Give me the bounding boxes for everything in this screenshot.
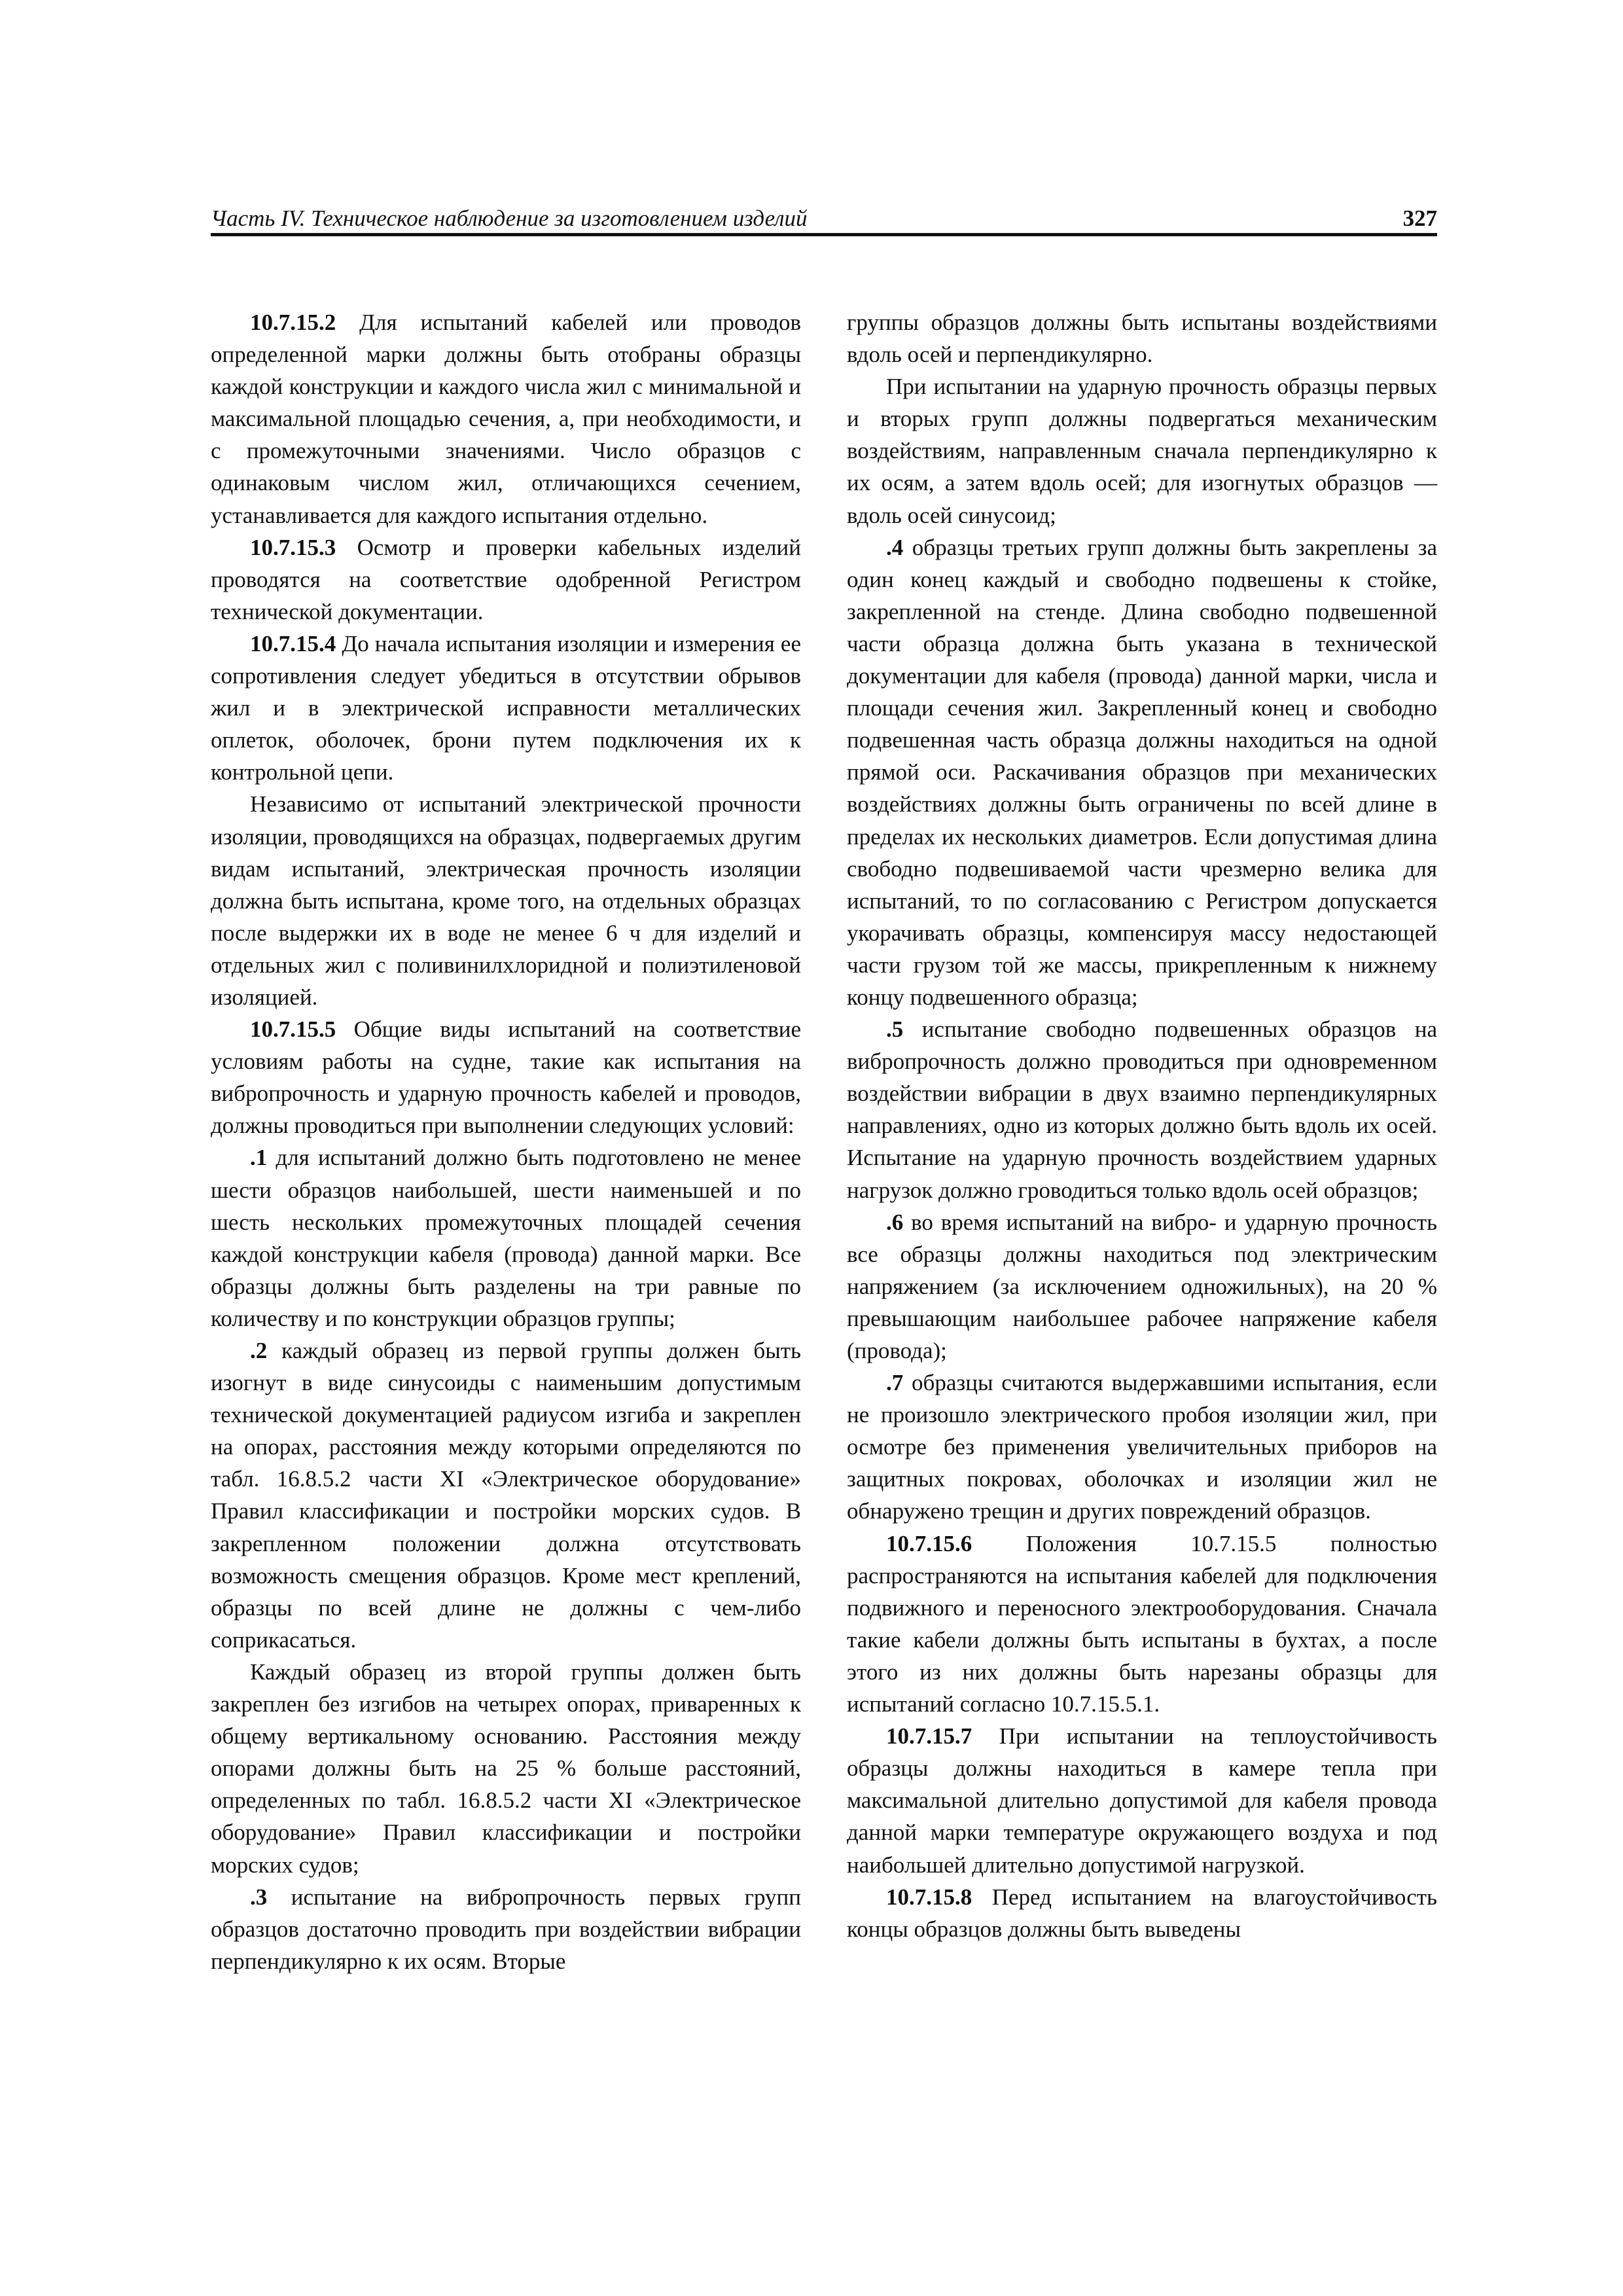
item-number: .2 [250, 1338, 268, 1363]
item-number: .3 [250, 1884, 268, 1910]
paragraph-text: Каждый образец из второй группы должен быть закреплен без изгибов на четырех опорах, приваренных к общему вертикальному основанию. Расстояния между опорами должны быть на 25 % больше расстояний, определенных по табл. 16.8.5.2 части XI «Электрическое оборудование» Правил классификации и постройки морских судов; [211, 1659, 801, 1878]
clause-number: 10.7.15.3 [250, 534, 336, 560]
paragraph-text: образцы считаются выдержавшими испытания, если не произошло электрического пробоя изоляции жил, при осмотре без применения увеличительных приборов на защитных покровах, оболочках и изоляции жил не обнаружено трещин и других повреждений образцов. [847, 1370, 1437, 1524]
list-item-7 [847, 1367, 1437, 1527]
paragraph-10-7-15-4 [211, 628, 801, 788]
paragraph-text: для испытаний должно быть подготовлено не менее шести образцов наибольшей, шести наименьшей и по шесть нескольких промежуточных площадей сечения каждой конструкции кабеля (провода) данной марки. Все образцы должны быть разделены на три равные по количеству и по конструкции образцов группы; [211, 1145, 801, 1331]
right-column [847, 306, 1437, 1945]
paragraph-10-7-15-8 [847, 1881, 1437, 1945]
list-item-5 [847, 1013, 1437, 1206]
header-rule [211, 233, 1437, 236]
list-item-4 [847, 531, 1437, 1013]
clause-number: 10.7.15.7 [886, 1723, 972, 1749]
clause-number: 10.7.15.6 [886, 1530, 972, 1556]
paragraph [211, 1656, 801, 1881]
item-number: .4 [886, 534, 904, 560]
paragraph-text: каждый образец из первой группы должен быть изогнут в виде синусоиды с наименьшим допустимым технической документацией радиусом изгиба и закреплен на опорах, расстояния между которыми определяются по табл. 16.8.5.2 части XI «Электрическое оборудование» Правил классификации и постройки морских судов. В закрепленном положении должна отсутствовать возможность смещения образцов. Кроме мест креплений, образцы по всей длине не должны с чем-либо соприкасаться. [211, 1338, 801, 1653]
page-number: 327 [1402, 206, 1437, 231]
paragraph-text: При испытании на теплоустойчивость образцы должны находиться в камере тепла при максимальной длительно допустимой для кабеля провода данной марки температуре окружающего воздуха и под наибольшей длительно допустимой нагрузкой. [847, 1723, 1437, 1878]
item-number: .7 [886, 1370, 904, 1396]
paragraph-text: Для испытаний кабелей или проводов определенной марки должны быть отобраны образцы каждой конструкции и каждого числа жил с минимальной и максимальной площадью сечения, а, при необходимости, и с промежуточными значениями. Число образцов с одинаковым числом жил, отличающихся сечением, устанавливается для каждого испытания отдельно. [211, 310, 801, 528]
paragraph-10-7-15-6 [847, 1528, 1437, 1721]
paragraph-text: испытание на вибропрочность первых групп образцов достаточно проводить при воздействии вибрации перпендикулярно к их осям. Вторые [211, 1884, 801, 1974]
clause-number: 10.7.15.8 [886, 1884, 972, 1910]
paragraph-continued [847, 306, 1437, 370]
item-number: .5 [886, 1016, 904, 1043]
paragraph-text: При испытании на ударную прочность образцы первых и вторых групп должны подвергаться механическим воздействиям, направленным сначала перпендикулярно к их осям, а затем вдоль осей; для изогнутых образцов — вдоль осей синусоид; [847, 374, 1437, 528]
paragraph-text: во время испытаний на вибро- и ударную прочность все образцы должны находиться под электрическим напряжением (за исключением одножильных), на 20 % превышающим наибольшее рабочее напряжение кабеля (провода); [847, 1209, 1437, 1363]
item-number: .1 [250, 1145, 268, 1171]
paragraph-text: До начала испытания изоляции и измерения ее сопротивления следует убедиться в отсутствии обрывов жил и в электрической исправности металлических оплеток, оболочек, брони путем подключения их к контрольной цепи. [211, 630, 801, 785]
paragraph-text: испытание свободно подвешенных образцов на вибропрочность должно проводиться при одновременном воздействии вибрации в двух взаимно перпендикулярных направлениях, одно из которых должно быть вдоль их осей. Испытание на ударную прочность воздействием ударных нагрузок должно гроводиться только вдоль осей образцов; [847, 1016, 1437, 1203]
clause-number: 10.7.15.4 [250, 630, 336, 656]
paragraph-text: группы образцов должны быть испытаны воздействиями вдоль осей и перпендикулярно. [847, 310, 1437, 368]
paragraph-text: Независимо от испытаний электрической прочности изоляции, проводящихся на образцах, подвергаемых другим видам испытаний, электрическая прочность изоляции должна быть испытана, кроме того, на отдельных образцах после выдержки их в воде не менее 6 ч для изделий и отдельных жил с поливинилхлоридной и полиэтиленовой изоляцией. [211, 791, 801, 1010]
paragraph-10-7-15-2 [211, 306, 801, 531]
list-item-1 [211, 1141, 801, 1335]
left-column [211, 306, 801, 1977]
list-item-6 [847, 1206, 1437, 1367]
paragraph [211, 788, 801, 1013]
paragraph-text: образцы третьих групп должны быть закреплены за один конец каждый и свободно подвешены к стойке, закрепленной на стенде. Длина свободно подвешенной части образца должна быть указана в технической документации для кабеля (провода) данной марки, числа и площади сечения жил. Закрепленный конец и свободно подвешенная часть образца должны находиться на одной прямой оси. Раскачивания образцов при механических воздействиях должны быть ограничены по всей длине в пределах их нескольких диаметров. Если допустимая длина свободно подвешиваемой части чрезмерно велика для испытаний, то по согласованию с Регистром допускается укорачивать образцы, компенсируя массу недостающей части грузом той же массы, прикрепленным к нижнему концу подвешенного образца; [847, 534, 1437, 1010]
paragraph-10-7-15-3 [211, 531, 801, 628]
paragraph-text: Перед испытанием на влагоустойчивость концы образцов должны быть выведены [847, 1884, 1437, 1942]
clause-number: 10.7.15.2 [250, 310, 336, 335]
paragraph-text: Положения 10.7.15.5 полностью распространяются на испытания кабелей для подключения подвижного и переносного электрооборудования. Сначала такие кабели должны быть испытаны в бухтах, а после этого из них должны быть нарезаны образцы для испытаний согласно 10.7.15.5.1. [847, 1530, 1437, 1717]
paragraph-10-7-15-7 [847, 1720, 1437, 1880]
clause-number: 10.7.15.5 [250, 1016, 336, 1043]
running-header [211, 196, 1437, 236]
paragraph-10-7-15-5 [211, 1013, 801, 1141]
paragraph-text: Осмотр и проверки кабельных изделий проводятся на соответствие одобренной Регистром технической документации. [211, 534, 801, 624]
paragraph [847, 370, 1437, 531]
item-number: .6 [886, 1209, 904, 1235]
running-header-title: Часть IV. Техническое наблюдение за изготовлением изделий [211, 206, 808, 231]
list-item-3 [211, 1881, 801, 1977]
paragraph-text: Общие виды испытаний на соответствие условиям работы на судне, такие как испытания на вибропрочность и ударную прочность кабелей и проводов, должны проводиться при выполнении следующих условий: [211, 1016, 801, 1139]
list-item-2 [211, 1335, 801, 1656]
